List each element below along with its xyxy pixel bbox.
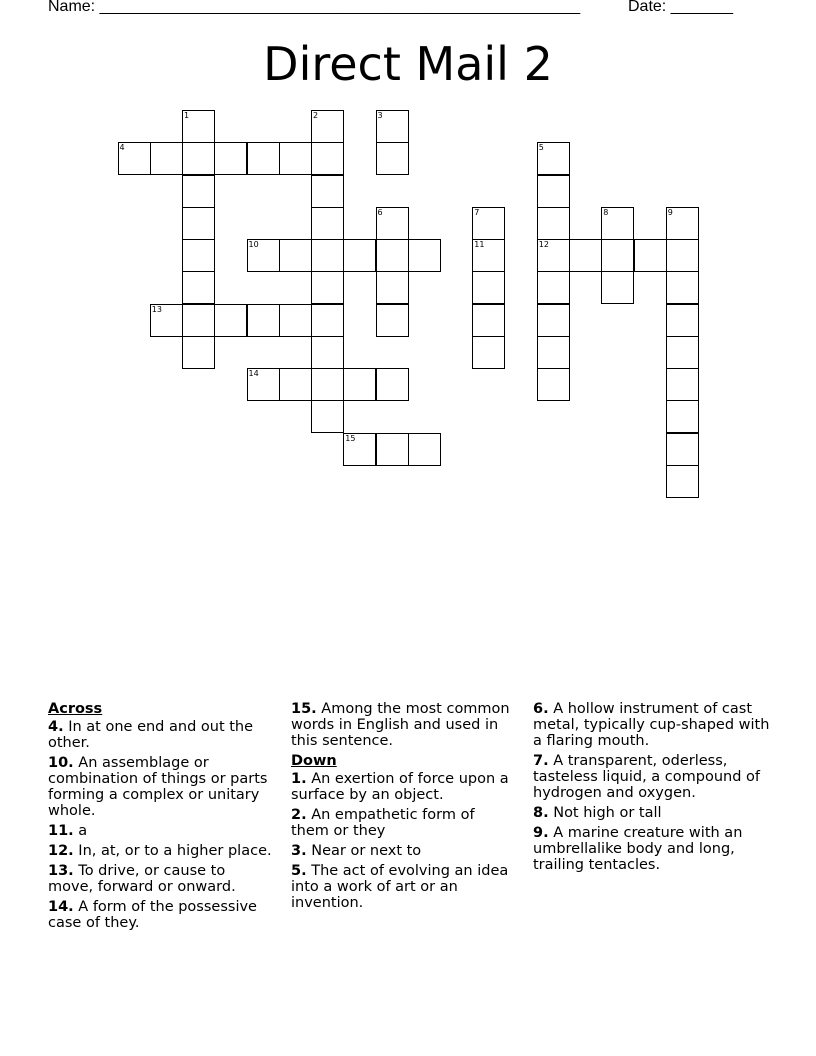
crossword-cell[interactable]: [376, 207, 409, 240]
cell-number: 7: [474, 207, 480, 217]
clues-column-1: [48, 701, 273, 935]
crossword-cell[interactable]: [279, 239, 312, 272]
page-title: Direct Mail 2: [263, 37, 553, 91]
clue-down-8: 8. Not high or tall: [533, 805, 662, 821]
crossword-cell[interactable]: [666, 336, 699, 369]
crossword-cell[interactable]: [279, 304, 312, 337]
clue-across-13: 13. To drive, or cause to move, forward or onward.: [48, 863, 236, 895]
crossword-cell[interactable]: [311, 368, 344, 401]
crossword-cell[interactable]: [537, 336, 570, 369]
crossword-cell[interactable]: [376, 304, 409, 337]
clue-across-4: 4. In at one end and out the other.: [48, 719, 254, 751]
clue-down-2: 2. An empathetic form of them or they: [291, 807, 475, 839]
crossword-cell[interactable]: [311, 175, 344, 208]
clue-down-3: 3. Near or next to: [291, 843, 422, 859]
clue-across-10: 10. An assemblage or combination of things or parts forming a complex or unitary whole.: [48, 755, 268, 819]
cell-number: 13: [151, 304, 162, 314]
crossword-cell[interactable]: [666, 304, 699, 337]
crossword-cell[interactable]: [537, 304, 570, 337]
crossword-cell[interactable]: [634, 239, 667, 272]
crossword-cell[interactable]: [601, 207, 634, 240]
crossword-cell[interactable]: [182, 110, 215, 143]
crossword-cell[interactable]: [343, 368, 376, 401]
clue-across-12: 12. In, at, or to a higher place.: [48, 843, 272, 859]
crossword-cell[interactable]: [311, 239, 344, 272]
cell-number: 3: [377, 111, 383, 120]
crossword-cell[interactable]: [537, 271, 570, 304]
crossword-cell[interactable]: [311, 207, 344, 240]
crossword-grid: [0, 0, 816, 520]
crossword-cell[interactable]: [150, 304, 183, 337]
cell-number: 12: [538, 240, 549, 249]
crossword-cell[interactable]: [279, 368, 312, 401]
crossword-cell[interactable]: [311, 110, 344, 143]
crossword-cell[interactable]: [343, 433, 376, 466]
crossword-cell[interactable]: [376, 239, 409, 272]
crossword-cell[interactable]: [666, 207, 699, 240]
name-field-label: Name: ______________________________________________________: [48, 0, 581, 15]
across-heading: Across: [48, 701, 103, 717]
crossword-cell[interactable]: [376, 142, 409, 175]
cell-number: 9: [667, 207, 673, 217]
crossword-cell[interactable]: [666, 368, 699, 401]
crossword-cell[interactable]: [214, 142, 247, 175]
crossword-cell[interactable]: [182, 142, 215, 175]
clue-down-6: 6. A hollow instrument of cast metal, typically cup-shaped with a flaring mouth.: [533, 701, 770, 749]
crossword-cell[interactable]: [311, 142, 344, 175]
crossword-cell[interactable]: [472, 304, 505, 337]
crossword-cell[interactable]: [376, 433, 409, 466]
crossword-cell[interactable]: [537, 368, 570, 401]
crossword-cell[interactable]: [666, 465, 699, 498]
crossword-cell[interactable]: [182, 336, 215, 369]
crossword-cell[interactable]: [247, 142, 280, 175]
crossword-cell[interactable]: [376, 110, 409, 143]
crossword-cell[interactable]: [247, 304, 280, 337]
cell-number: 11: [474, 240, 485, 249]
cell-number: 1: [184, 111, 190, 120]
clue-across-15: 15. Among the most common words in English and used in this sentence.: [291, 701, 510, 749]
crossword-cell[interactable]: [182, 207, 215, 240]
crossword-cell[interactable]: [182, 175, 215, 208]
crossword-cell[interactable]: [472, 271, 505, 304]
crossword-cell[interactable]: [569, 239, 602, 272]
down-heading: Down: [291, 753, 337, 769]
cell-number: 15: [345, 433, 356, 443]
crossword-cell[interactable]: [666, 400, 699, 433]
cell-number: 4: [119, 143, 125, 153]
date-field-label: Date: _______: [628, 0, 733, 15]
crossword-cell[interactable]: [537, 175, 570, 208]
crossword-cell[interactable]: [311, 304, 344, 337]
crossword-cell[interactable]: [214, 304, 247, 337]
crossword-cell[interactable]: [601, 239, 634, 272]
crossword-cell[interactable]: [182, 304, 215, 337]
crossword-cell[interactable]: [472, 207, 505, 240]
crossword-cell[interactable]: [247, 368, 280, 401]
crossword-cell[interactable]: [666, 433, 699, 466]
cell-number: 6: [377, 207, 383, 217]
cell-number: 2: [313, 111, 319, 120]
crossword-cell[interactable]: [247, 239, 280, 272]
crossword-cell[interactable]: [601, 271, 634, 304]
crossword-cell[interactable]: [537, 142, 570, 175]
crossword-cell[interactable]: [666, 239, 699, 272]
crossword-cell[interactable]: [537, 239, 570, 272]
crossword-cell[interactable]: [150, 142, 183, 175]
crossword-cell[interactable]: [118, 142, 151, 175]
crossword-cell[interactable]: [472, 239, 505, 272]
cell-number: 10: [248, 240, 259, 249]
crossword-cell[interactable]: [666, 271, 699, 304]
crossword-cell[interactable]: [408, 433, 441, 466]
clue-down-5: 5. The act of evolving an idea into a work of art or an invention.: [291, 863, 509, 911]
crossword-cell[interactable]: [311, 271, 344, 304]
clue-down-9: 9. A marine creature with an umbrellalike body and long, trailing tentacles.: [533, 825, 743, 873]
crossword-cell[interactable]: [343, 239, 376, 272]
crossword-cell[interactable]: [376, 368, 409, 401]
crossword-cell[interactable]: [182, 271, 215, 304]
crossword-cell[interactable]: [311, 336, 344, 369]
clue-down-7: 7. A transparent, oderless, tasteless liquid, a compound of hydrogen and oxygen.: [533, 753, 761, 801]
clue-across-14: 14. A form of the possessive case of they.: [48, 899, 257, 931]
crossword-cell[interactable]: [182, 239, 215, 272]
crossword-cell[interactable]: [376, 271, 409, 304]
cell-number: 5: [538, 143, 544, 153]
clue-down-1: 1. An exertion of force upon a surface by an object.: [291, 771, 509, 803]
crossword-cell[interactable]: [408, 239, 441, 272]
cell-number: 8: [603, 207, 609, 217]
crossword-cell[interactable]: [311, 400, 344, 433]
clues-column-2: [291, 701, 516, 915]
crossword-cell[interactable]: [537, 207, 570, 240]
cell-number: 14: [248, 369, 259, 378]
clue-across-11: 11. a: [48, 823, 88, 839]
crossword-cell[interactable]: [472, 336, 505, 369]
crossword-cell[interactable]: [279, 142, 312, 175]
clues-column-3: [533, 701, 773, 877]
